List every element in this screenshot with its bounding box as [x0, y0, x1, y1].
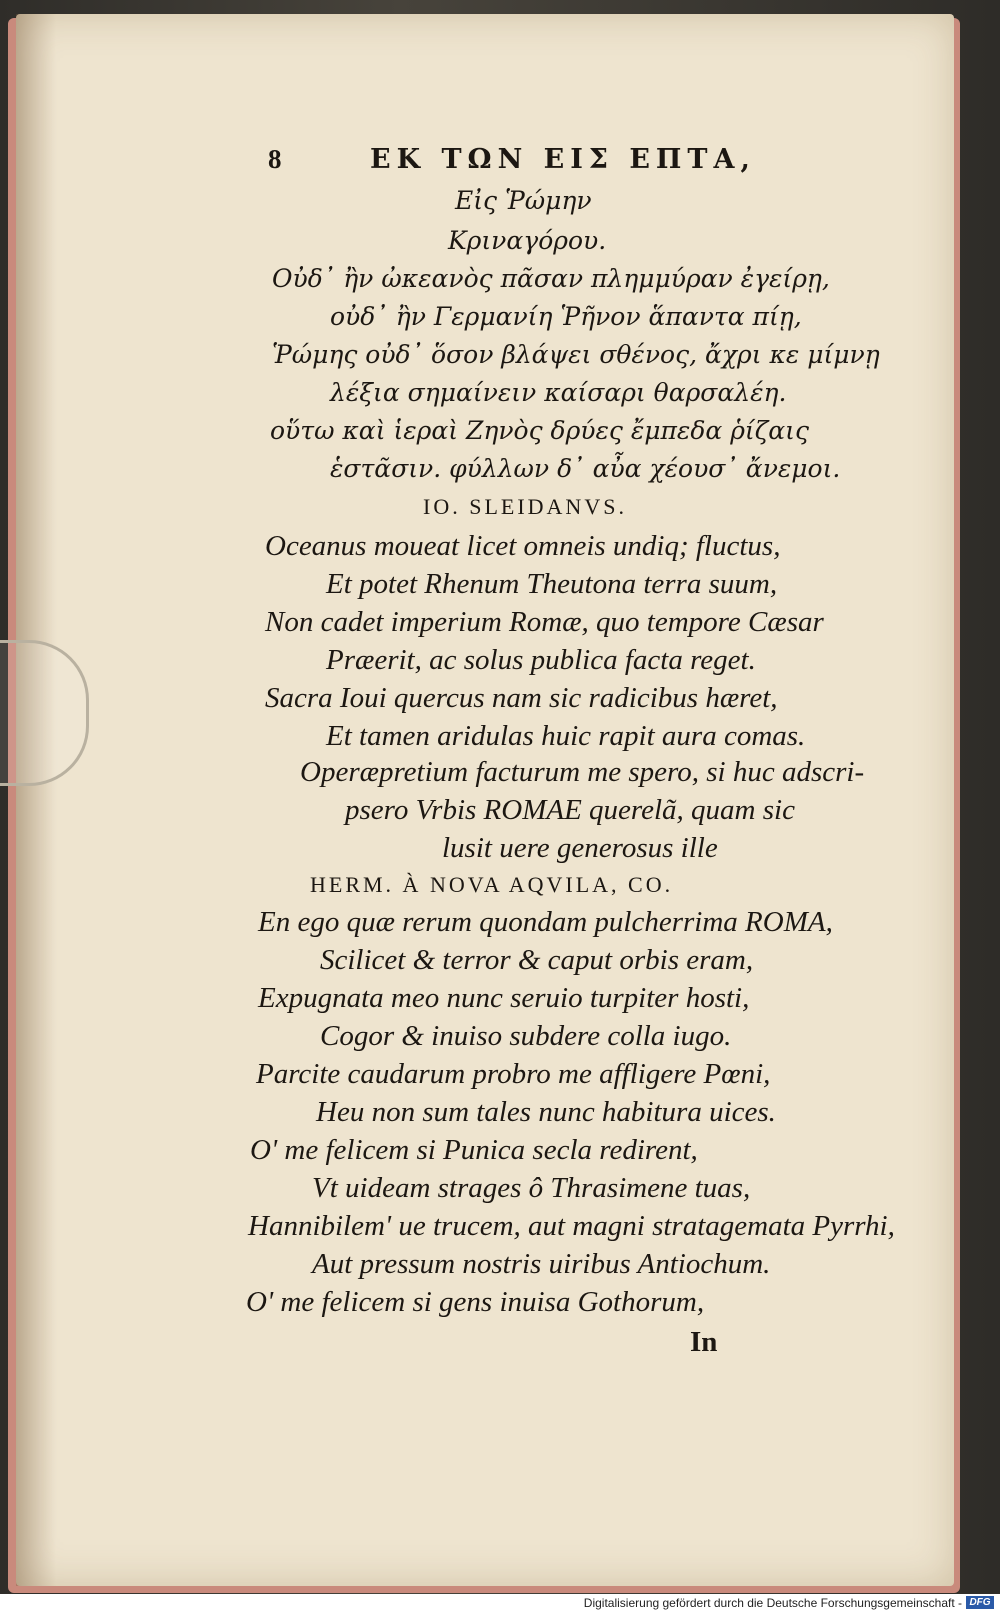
- verse-line: Oceanus moueat licet omneis undiq; fluctus,: [265, 530, 781, 562]
- greek-line: λέξια σημαίνειν καίσαρι θαρσαλέη.: [330, 378, 787, 407]
- verse-line: O' me felicem si Punica secla redirent,: [250, 1134, 698, 1166]
- verse-line: Vt uideam strages ô Thrasimene tuas,: [312, 1172, 751, 1204]
- page-number: 8: [268, 144, 288, 174]
- greek-line: Ῥώμης οὐδ᾽ ὅσον βλάψει σθένος, ἄχρι κε μίμνῃ: [272, 340, 880, 369]
- prose-line: lusit uere generosus ille: [442, 832, 718, 864]
- verse-line: Cogor & inuiso subdere colla iugo.: [320, 1020, 732, 1052]
- prose-line: Operæpretium facturum me spero, si huc adscri-: [300, 756, 865, 788]
- greek-line: Οὐδ᾽ ἢν ὠκεανὸς πᾶσαν πλημμύραν ἐγείρῃ,: [272, 264, 830, 293]
- sleidanus-heading: IO. SLEIDANVS.: [423, 494, 627, 519]
- verse-line: Expugnata meo nunc seruio turpiter hosti,: [258, 982, 750, 1014]
- verse-line: Et tamen aridulas huic rapit aura comas.: [326, 720, 806, 752]
- verse-line: O' me felicem si gens inuisa Gothorum,: [246, 1286, 705, 1318]
- verse-line: Heu non sum tales nunc habitura uices.: [316, 1096, 776, 1128]
- verse-line: Sacra Ioui quercus nam sic radicibus hæret,: [265, 682, 778, 714]
- digitization-footer: [0, 1594, 1000, 1612]
- running-head: ΕΚ ΤΩΝ ΕΙΣ ΕΠΤΑ,: [370, 144, 756, 175]
- verse-line: Non cadet imperium Romæ, quo tempore Cæsar: [265, 606, 824, 638]
- greek-line: οὐδ᾽ ἢν Γερμανίη Ῥῆνον ἅπαντα πίῃ,: [330, 302, 802, 331]
- verse-line: Et potet Rhenum Theutona terra suum,: [326, 568, 778, 600]
- verse-line: Aut pressum nostris uiribus Antiochum.: [312, 1248, 771, 1280]
- verse-line: Hannibilem' ue trucem, aut magni stratagemata Pyrrhi,: [248, 1210, 895, 1242]
- verse-line: En ego quæ rerum quondam pulcherrima ROMA,: [258, 906, 833, 938]
- catchword: In: [690, 1326, 718, 1358]
- greek-line: οὕτω καὶ ἱεραὶ Ζηνὸς δρύες ἔμπεδα ῥίζαις: [270, 416, 809, 445]
- verse-line: Parcite caudarum probro me affligere Pœni,: [256, 1058, 771, 1090]
- footer-credit: Digitalisierung gefördert durch die Deutsche Forschungsgemeinschaft -: [583, 1596, 962, 1610]
- greek-line: ἑστᾶσιν. φύλλων δ᾽ αὖα χέουσ᾽ ἄνεμοι.: [330, 454, 841, 483]
- prose-line: psero Vrbis ROMAE querelã, quam sic: [345, 794, 795, 826]
- greek-author: Κριναγόρου.: [448, 226, 607, 255]
- verse-line: Præerit, ac solus publica facta reget.: [326, 644, 756, 676]
- verse-line: Scilicet & terror & caput orbis eram,: [320, 944, 754, 976]
- hermann-heading: HERM. À NOVA AQVILA, CO.: [310, 872, 674, 897]
- dfg-logo-icon: DFG: [966, 1596, 994, 1609]
- greek-title: Εἰς Ῥώμην: [455, 186, 592, 215]
